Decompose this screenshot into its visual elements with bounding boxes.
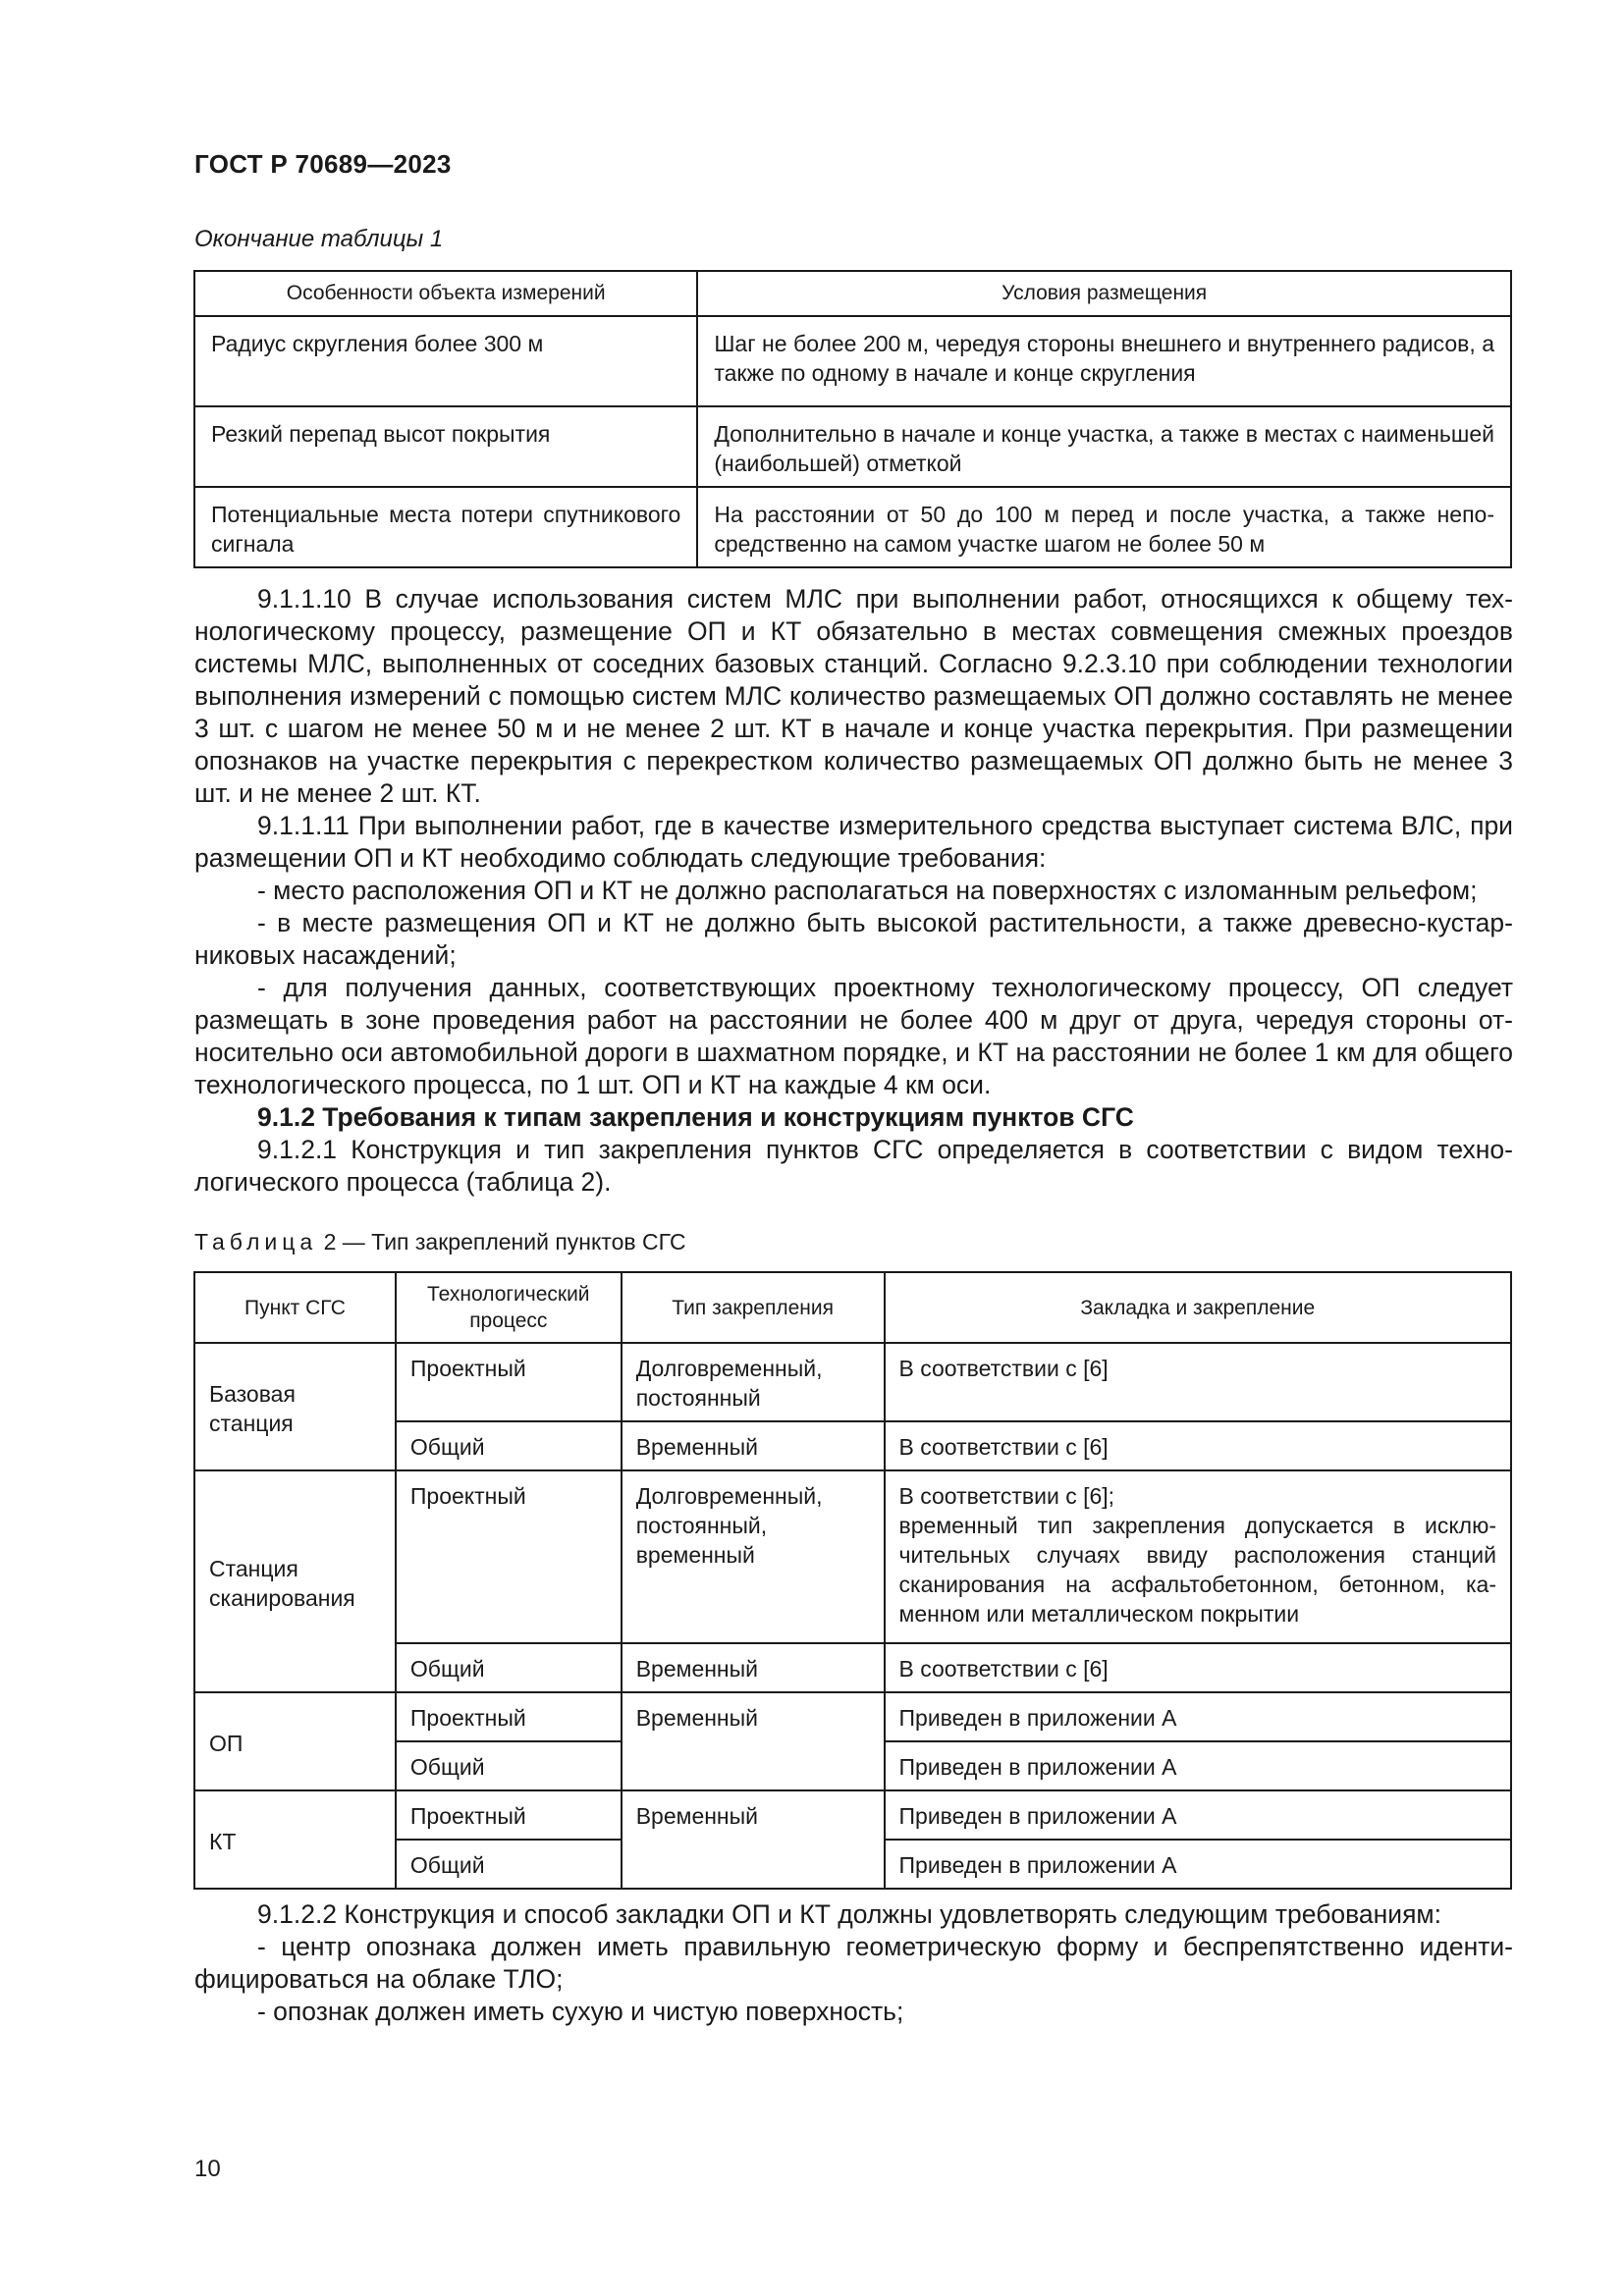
- table-cell: Потенциальные места потери спутникового сигнала: [194, 487, 697, 567]
- table1-header-row: [194, 271, 1511, 316]
- table-cell: Временный: [622, 1790, 885, 1889]
- table-cell: [885, 1470, 1511, 1643]
- table-cell: Общий: [396, 1421, 622, 1470]
- table-cell: Приведен в приложении А: [885, 1692, 1511, 1741]
- table-cell: Радиус скругления более 300 м: [194, 316, 697, 406]
- paragraph: 9.1.1.11 При выполнении работ, где в качестве измерительного средства выступает система ВЛС, при размещении ОП и КТ необходимо соблюдать следующие требования:: [194, 811, 1513, 873]
- body-text-section: [194, 1898, 1513, 2028]
- list-item: - место расположения ОП и КТ не должно располагаться на поверхностях с изломанным рельефом;: [257, 876, 1478, 905]
- table-cell: Шаг не более 200 м, чередуя стороны внешнего и внутреннего радисов, а также по одному в начале и конце скругления: [697, 316, 1511, 406]
- table-row: [194, 487, 1511, 567]
- document-code: ГОСТ Р 70689—2023: [194, 149, 452, 179]
- table-cell: Базовая станция: [194, 1343, 396, 1470]
- table-row: [194, 1343, 1511, 1421]
- table-cell: Общий: [396, 1741, 622, 1790]
- list-item: - центр опознака должен иметь правильную геометрическую форму и беспрепятственно идентифицироваться на облаке ТЛО;: [194, 1932, 1513, 1994]
- table-cell: В соответствии с [6]: [885, 1421, 1511, 1470]
- table-row: [194, 1790, 1511, 1840]
- table1-header-cell: Особенности объекта измерений: [194, 271, 697, 316]
- list-item: - в месте размещения ОП и КТ не должно быть высокой растительности, а также древесно-кустарниковых насаждений;: [194, 908, 1513, 970]
- table-cell: Временный: [622, 1692, 885, 1790]
- cell-line: В соответствии с [6];: [898, 1483, 1115, 1509]
- table-cell: Приведен в приложении А: [885, 1840, 1511, 1889]
- table-cell: В соответствии с [6]: [885, 1643, 1511, 1692]
- table-cell: На расстоянии от 50 до 100 м перед и после участка, а также непосредственно на самом участке шагом не более 50 м: [697, 487, 1511, 567]
- table-cell: Временный: [622, 1421, 885, 1470]
- table-cell: КТ: [194, 1790, 396, 1889]
- list-item: - опознак должен иметь сухую и чистую поверхность;: [257, 1997, 904, 2026]
- table-cell: Долговременный, постоянный: [622, 1343, 885, 1421]
- table-cell: Приведен в приложении А: [885, 1790, 1511, 1840]
- table2-caption-text: 2 — Тип закреплений пунктов СГС: [323, 1229, 686, 1255]
- table1: [193, 270, 1512, 568]
- table-row: [194, 1470, 1511, 1643]
- table-cell: Резкий перепад высот покрытия: [194, 406, 697, 487]
- table-cell: Долговременный, постоянный, временный: [622, 1470, 885, 1643]
- table1-caption: Окончание таблицы 1: [194, 226, 444, 252]
- table2-header-cell: Технологический процесс: [396, 1272, 622, 1343]
- section-heading: 9.1.2 Требования к типам закрепления и конструкциям пунктов СГС: [257, 1102, 1134, 1132]
- table2-header-row: [194, 1272, 1511, 1343]
- page-number: 10: [194, 2156, 221, 2182]
- table-cell: Станция сканирования: [194, 1470, 396, 1692]
- list-item: - для получения данных, соответствующих проектному технологическому процессу, ОП следует размещать в зоне проведения работ на расстоянии не более 400 м друг от друга, чередуя стороны относительно оси автомобильной дороги в шахматном порядке, и КТ на расстоянии не более 1 км для общего технологического процесса, по 1 шт. ОП и КТ на каждые 4 км оси.: [194, 973, 1513, 1099]
- table2-header-cell: Пункт СГС: [194, 1272, 396, 1343]
- paragraph: 9.1.2.1 Конструкция и тип закрепления пунктов СГС определяется в соответствии с видом технологического процесса (таблица 2).: [194, 1135, 1513, 1197]
- table-row: [194, 406, 1511, 487]
- table2-caption: [194, 1229, 686, 1255]
- table-cell: Проектный: [396, 1692, 622, 1741]
- table-row: [194, 1692, 1511, 1741]
- table-cell: Временный: [622, 1643, 885, 1692]
- table-cell: Общий: [396, 1643, 622, 1692]
- table1-header-cell: Условия размещения: [697, 271, 1511, 316]
- table-cell: Дополнительно в начале и конце участка, а также в местах с наименьшей (наибольшей) отметкой: [697, 406, 1511, 487]
- cell-text: временный тип закрепления допускается в исключительных случаях ввиду расположения станций сканирования на асфальтобетонном, бетонном, каменном или металлическом покрытии: [898, 1513, 1496, 1627]
- table-cell: В соответствии с [6]: [885, 1343, 1511, 1421]
- table-cell: Проектный: [396, 1470, 622, 1643]
- table-row: [194, 316, 1511, 406]
- table2-caption-word: Таблица: [194, 1229, 318, 1255]
- table-cell: Общий: [396, 1840, 622, 1889]
- table-cell: Проектный: [396, 1343, 622, 1421]
- table-cell: ОП: [194, 1692, 396, 1790]
- table2-header-cell: Закладка и закрепление: [885, 1272, 1511, 1343]
- table2-header-cell: Тип закрепления: [622, 1272, 885, 1343]
- table-cell: Приведен в приложении А: [885, 1741, 1511, 1790]
- paragraph: 9.1.1.10 В случае использования систем МЛС при выполнении работ, относящихся к общему технологическому процессу, размещение ОП и КТ обязательно в местах совмещения смежных проездов системы МЛС, выполненных от соседних базовых станций. Согласно 9.2.3.10 при соблюдении технологии выполнения измерений с помощью систем МЛС количество размещаемых ОП должно составлять не менее 3 шт. с шагом не менее 50 м и не менее 2 шт. КТ в начале и конце участка перекрытия. При размещении опознаков на участке перекрытия с перекрестком количество размещаемых ОП должно быть не менее 3 шт. и не менее 2 шт. КТ.: [194, 584, 1513, 808]
- table-cell: Проектный: [396, 1790, 622, 1840]
- paragraph: 9.1.2.2 Конструкция и способ закладки ОП и КТ должны удовлетворять следующим требованиям:: [257, 1899, 1442, 1929]
- table2: [193, 1271, 1512, 1890]
- body-text-section: [194, 583, 1513, 1199]
